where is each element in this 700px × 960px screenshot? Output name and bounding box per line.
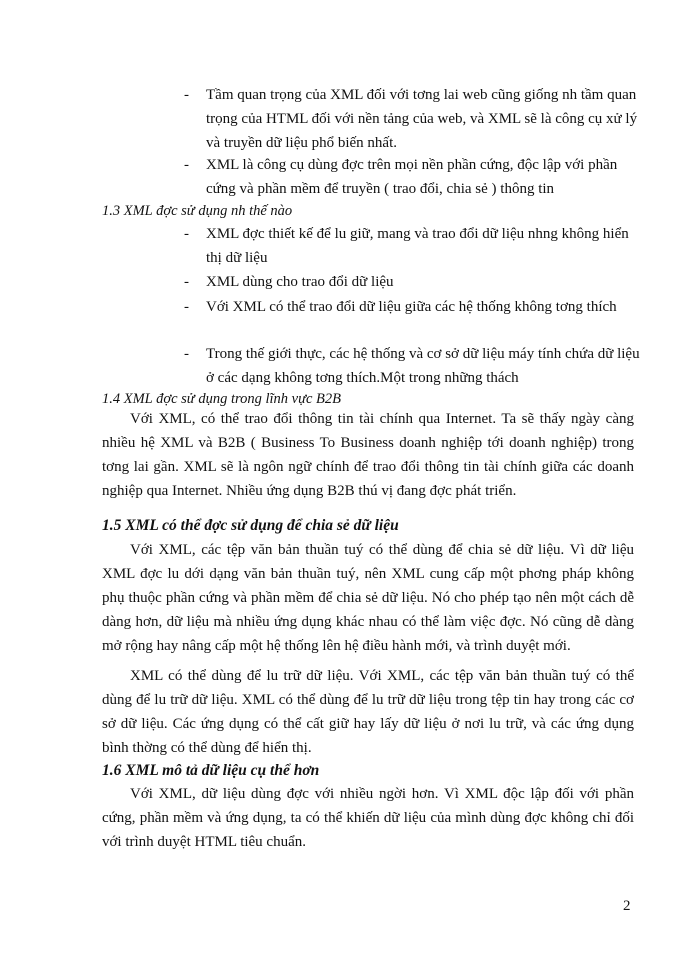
bullet-text: Với XML có thể trao đổi dữ liệu giữa các hệ thống không tơng thích bbox=[206, 299, 617, 315]
bullet-text: XML đợc thiết kế để lu giữ, mang và trao đổi dữ liệu nhng không hiển thị dữ liệu bbox=[206, 226, 629, 266]
page-number: 2 bbox=[623, 898, 631, 914]
bullet-dash: - bbox=[184, 299, 189, 315]
paragraph: XML có thể dùng để lu trữ dữ liệu. Với XML, các tệp văn bản thuần tuý có thể dùng để lu trữ dữ liệu. XML có thể dùng để lu trữ dữ liệu trong tệp tin hay trong các cơ sở dữ liệu. Các ứng dụng có thể cất giữ hay lấy dữ liệu ở nơi lu trữ, và các ứng dụng bình thờng có thể dùng để hiển thị. bbox=[102, 668, 634, 756]
bullet-dash: - bbox=[184, 274, 189, 290]
section-heading-1-5: 1.5 XML có thể đợc sử dụng để chia sẻ dữ liệu bbox=[102, 517, 399, 534]
bullet-text: XML dùng cho trao đổi dữ liệu bbox=[206, 274, 394, 290]
bullet-dash: - bbox=[184, 226, 189, 242]
bullet-dash: - bbox=[184, 346, 189, 362]
section-heading-1-4: 1.4 XML đợc sử dụng trong lĩnh vực B2B bbox=[102, 391, 342, 407]
bullet-dash: - bbox=[184, 157, 189, 173]
bullet-text: Tầm quan trọng của XML đối với tơng lai web cũng giống nh tầm quan trọng của HTML đối với nền tảng của web, và XML sẽ là công cụ xử lý và truyền dữ liệu phổ biến nhất. bbox=[206, 87, 638, 151]
paragraph: Với XML, các tệp văn bản thuần tuý có thể dùng để chia sẻ dữ liệu. Vì dữ liệu XML đợc lu dới dạng văn bản thuần tuý, nên XML cung cấp một phơng pháp không phụ thuộc phần cứng và phần mềm để chia sẻ dữ liệu. Nó cho phép tạo nên một cách dễ dàng hơn, dữ liệu mà nhiều ứng dụng khác nhau có thể làm việc đợc. Nó cũng dễ dàng mở rộng hay nâng cấp một hệ thống lên hệ điều hành mới, và trình duyệt mới. bbox=[102, 542, 634, 654]
bullet-text: Trong thế giới thực, các hệ thống và cơ sở dữ liệu máy tính chứa dữ liệu ở các dạng không tơng thích.Một trong những thách bbox=[206, 346, 640, 386]
bullet-dash: - bbox=[184, 87, 189, 103]
bullet-text: XML là công cụ dùng đợc trên mọi nền phần cứng, độc lập với phần cứng và phần mềm để truyền ( trao đổi, chia sẻ ) thông tin bbox=[206, 157, 618, 197]
section-heading-1-3: 1.3 XML đợc sử dụng nh thế nào bbox=[102, 203, 293, 219]
paragraph: Với XML, có thể trao đổi thông tin tài chính qua Internet. Ta sẽ thấy ngày càng nhiều hệ XML và B2B ( Business To Business doanh nghiệp tới doanh nghiệp) trong tơng lai gần. XML sẽ là ngôn ngữ chính để trao đổi thông tin tài chính giữa các doanh nghiệp qua Internet. Nhiều ứng dụng B2B thú vị đang đợc phát triển. bbox=[102, 411, 634, 499]
section-heading-1-6: 1.6 XML mô tả dữ liệu cụ thể hơn bbox=[102, 762, 320, 779]
paragraph: Với XML, dữ liệu dùng đợc với nhiều ngời hơn. Vì XML độc lập đối với phần cứng, phần mềm và ứng dụng, ta có thể khiến dữ liệu của mình dùng đợc không chỉ đối với trình duyệt HTML tiêu chuẩn. bbox=[102, 786, 634, 850]
